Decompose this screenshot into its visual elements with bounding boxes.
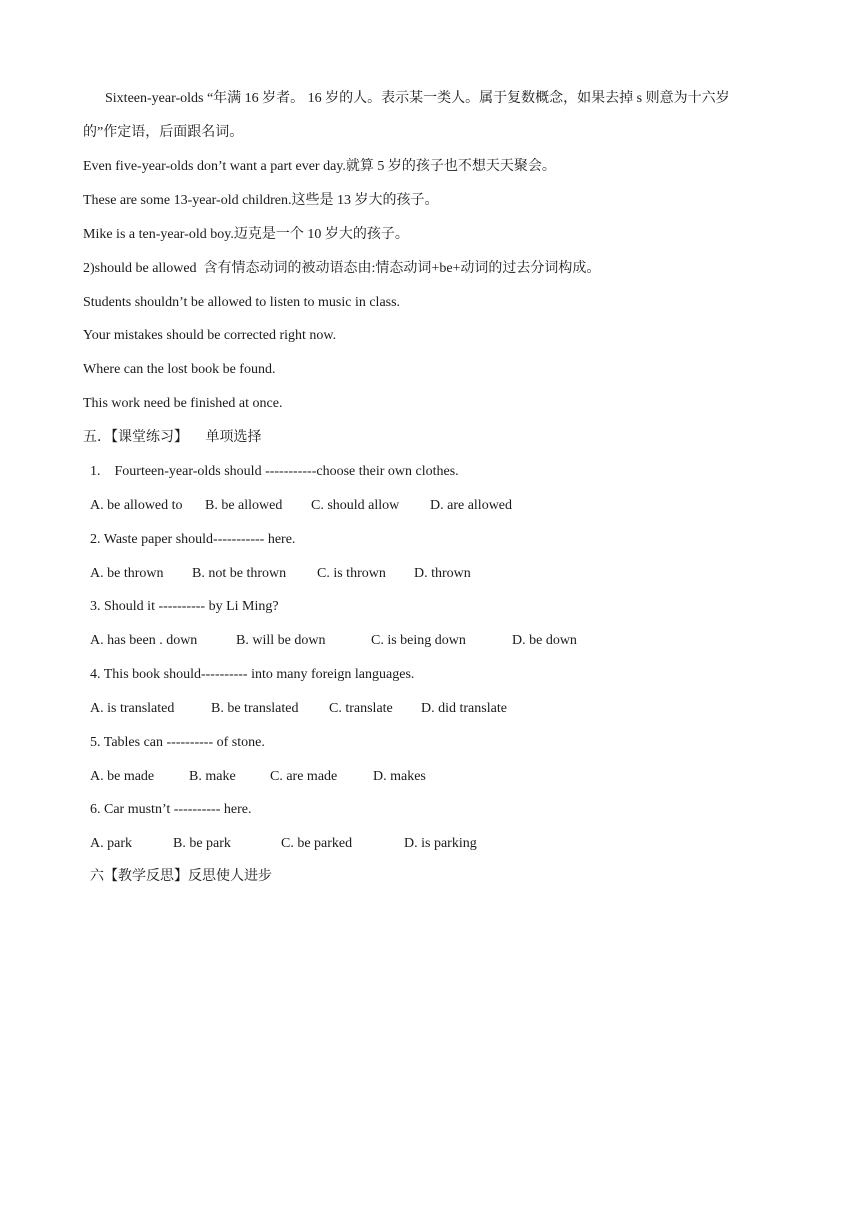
question-4-option-d: D. did translate bbox=[421, 701, 507, 716]
point-2-example-1: Students shouldn’t be allowed to listen to music in class. bbox=[83, 295, 401, 310]
question-2-options bbox=[0, 564, 860, 584]
question-6-options bbox=[0, 834, 860, 854]
question-6-stem: 6. Car mustn’t ---------- here. bbox=[90, 802, 252, 817]
question-3-options bbox=[0, 631, 860, 651]
question-3-option-a: A. has been . down bbox=[90, 633, 198, 648]
question-4-option-a: A. is translated bbox=[90, 701, 175, 716]
question-4-option-c: C. translate bbox=[329, 701, 393, 716]
section-6-title: 六【教学反思】反思使人进步 bbox=[90, 869, 272, 884]
question-1-option-d: D. are allowed bbox=[430, 498, 513, 513]
question-6-option-b: B. be park bbox=[173, 836, 231, 851]
question-5-options bbox=[0, 767, 860, 787]
point-2-example-3: Where can the lost book be found. bbox=[83, 362, 276, 377]
question-4-options bbox=[0, 699, 860, 719]
question-6-option-c: C. be parked bbox=[281, 836, 353, 851]
question-5-option-b: B. make bbox=[189, 769, 236, 784]
question-2-option-a: A. be thrown bbox=[90, 566, 164, 581]
question-3-stem: 3. Should it ---------- by Li Ming? bbox=[90, 599, 279, 614]
question-2-option-b: B. not be thrown bbox=[192, 566, 287, 581]
question-6-option-a: A. park bbox=[90, 836, 132, 851]
section-5-title: 五．【课堂练习】 单项选择 bbox=[83, 430, 262, 445]
question-4-stem: 4. This book should---------- into many foreign languages. bbox=[90, 667, 415, 682]
question-2-stem: 2. Waste paper should----------- here. bbox=[90, 532, 296, 547]
question-5-option-d: D. makes bbox=[373, 769, 426, 784]
question-5-option-a: A. be made bbox=[90, 769, 155, 784]
question-3-option-c: C. is being down bbox=[371, 633, 466, 648]
question-3-option-b: B. will be down bbox=[236, 633, 326, 648]
question-2-option-c: C. is thrown bbox=[317, 566, 386, 581]
intro-line-1: Sixteen-year-olds “年满 16 岁者。 16 岁的人。表示某一类人。属于复数概念，如果去掉 s 则意为十六岁 bbox=[105, 91, 730, 106]
question-1-option-a: A. be allowed to bbox=[90, 498, 183, 513]
question-1-stem: 1. Fourteen-year-olds should -----------choose their own clothes. bbox=[90, 464, 459, 479]
example-age-3: Mike is a ten-year-old boy.迈克是一个 10 岁大的孩子。 bbox=[83, 227, 409, 242]
example-age-2: These are some 13-year-old children.这些是 13 岁大的孩子。 bbox=[83, 193, 439, 208]
example-age-1: Even five-year-olds don’t want a part ever day.就算 5 岁的孩子也不想天天聚会。 bbox=[83, 159, 556, 174]
point-2-example-4: This work need be finished at once. bbox=[83, 396, 283, 411]
point-2-example-2: Your mistakes should be corrected right now. bbox=[83, 328, 337, 343]
question-1-option-c: C. should allow bbox=[311, 498, 400, 513]
question-2-option-d: D. thrown bbox=[414, 566, 471, 581]
intro-line-2: 的”作定语，后面跟名词。 bbox=[83, 125, 244, 140]
question-5-option-c: C. are made bbox=[270, 769, 338, 784]
question-6-option-d: D. is parking bbox=[404, 836, 477, 851]
question-1-options bbox=[0, 496, 860, 516]
question-4-option-b: B. be translated bbox=[211, 701, 299, 716]
question-1-option-b: B. be allowed bbox=[205, 498, 283, 513]
question-5-stem: 5. Tables can ---------- of stone. bbox=[90, 735, 265, 750]
question-3-option-d: D. be down bbox=[512, 633, 577, 648]
point-2-heading: 2)should be allowed 含有情态动词的被动语态由:情态动词+be+动词的过去分词构成。 bbox=[83, 261, 601, 276]
